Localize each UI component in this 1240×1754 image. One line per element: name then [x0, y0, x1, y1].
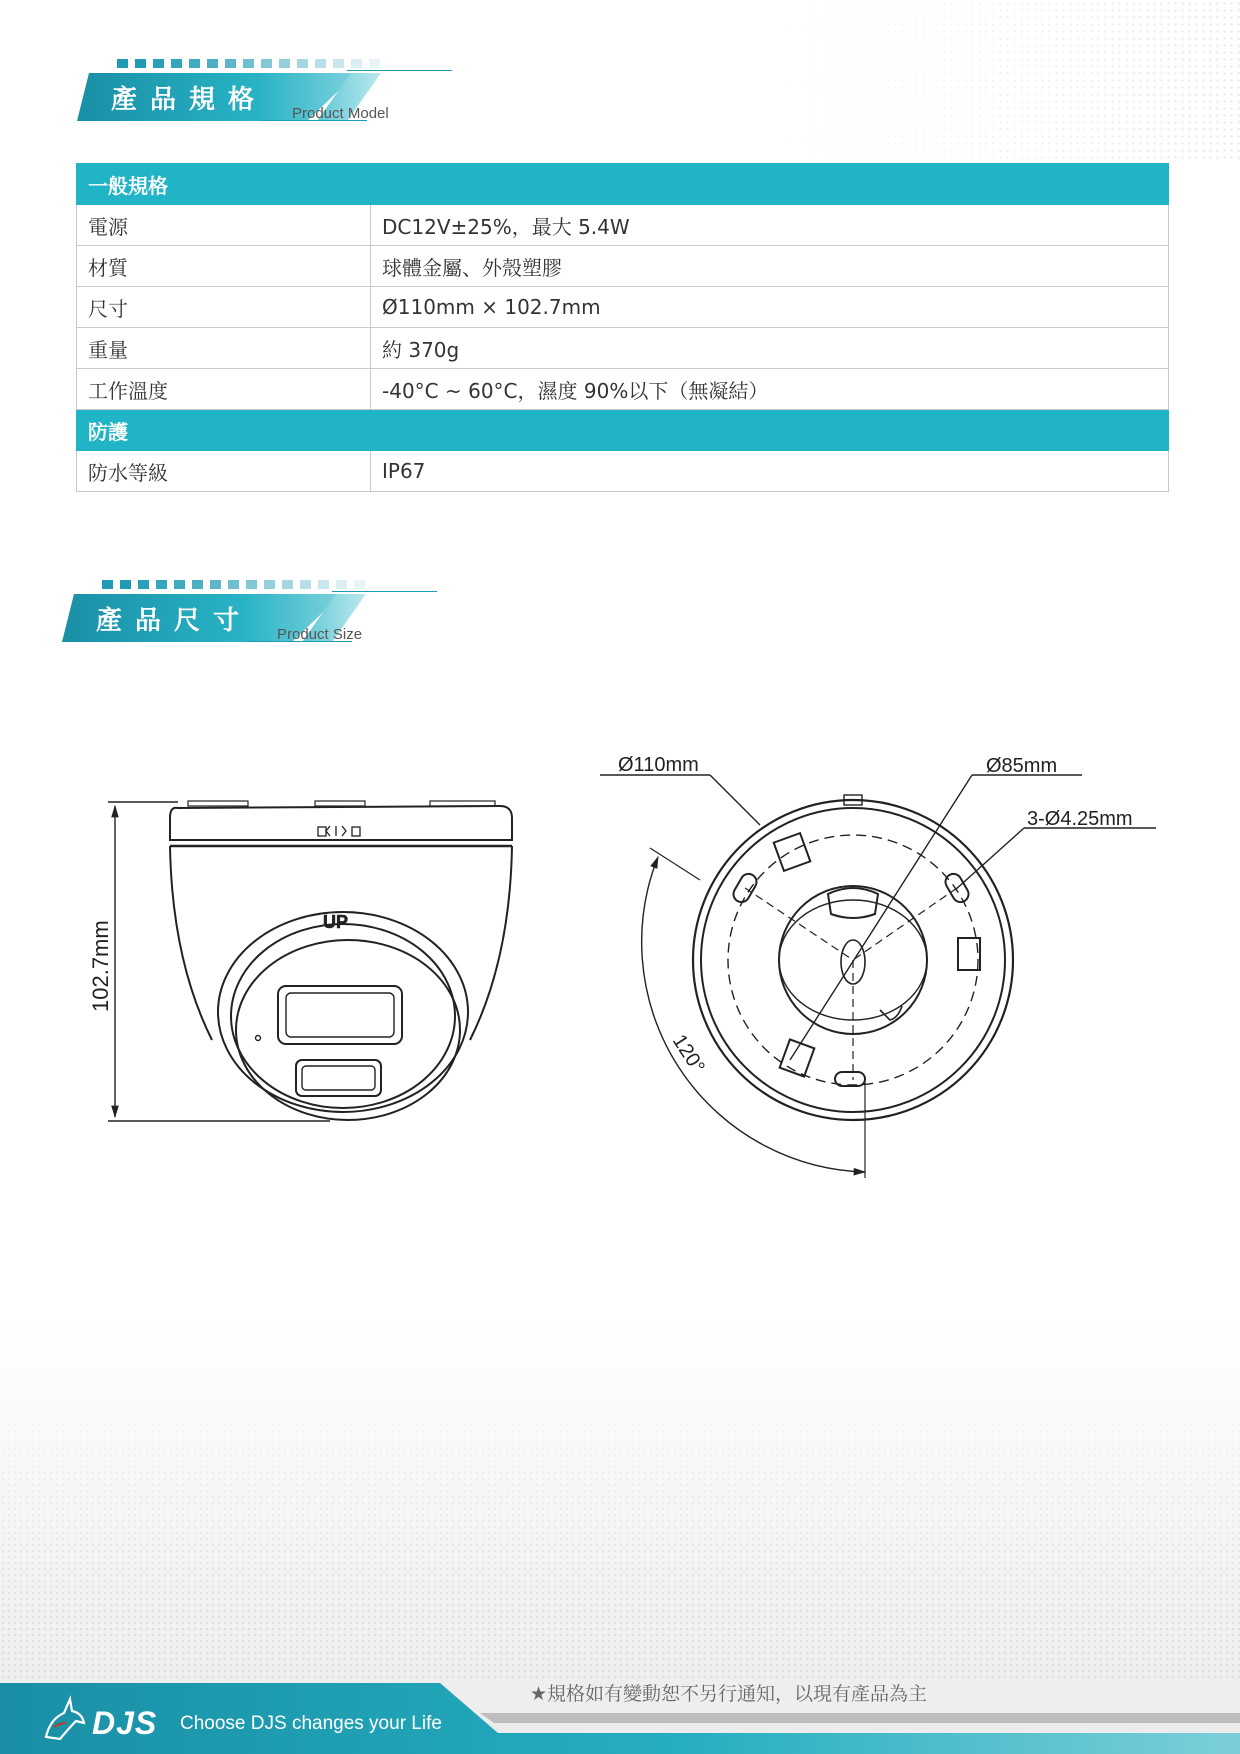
spec-value: 約 370g: [371, 328, 1169, 369]
section-title: 產品規格: [111, 85, 268, 115]
hole-dimension-label: 3-Ø4.25mm: [1027, 808, 1133, 830]
spec-key: 重量: [77, 328, 371, 369]
footer-grey-stripe: [480, 1713, 1240, 1723]
spec-key: 防水等級: [77, 451, 371, 492]
spec-value: DC12V±25%，最大 5.4W: [371, 205, 1169, 246]
background-dot-wave-bottom: [0, 1380, 1240, 1680]
brand-logo: DJS: [92, 1705, 158, 1741]
spec-key: 尺寸: [77, 287, 371, 328]
diameter-dimension-label: Ø110mm: [618, 754, 699, 776]
unicorn-logo-icon: [40, 1693, 90, 1743]
section-title: 產品尺寸: [96, 606, 253, 636]
spec-key: 工作溫度: [77, 369, 371, 410]
footer: [0, 1683, 1240, 1754]
up-mark: UP: [323, 912, 349, 932]
spec-value: -40°C ~ 60°C，濕度 90%以下（無凝結）: [371, 369, 1169, 410]
group-label: 一般規格: [77, 164, 1169, 205]
spec-key: 電源: [77, 205, 371, 246]
angle-dimension-label: 120°: [667, 1030, 709, 1078]
disclaimer-note: ★規格如有變動恕不另行通知，以現有產品為主: [530, 1683, 928, 1705]
brand-tagline: Choose DJS changes your Life: [180, 1713, 442, 1734]
inner-diameter-dimension-label: Ø85mm: [986, 755, 1058, 777]
bottom-view-drawing: [600, 775, 1156, 1178]
section-subtitle: Product Size: [277, 626, 363, 643]
section-subtitle: Product Model: [292, 105, 389, 122]
spec-value: Ø110mm × 102.7mm: [371, 287, 1169, 328]
spec-value: 球體金屬、外殼塑膠: [371, 246, 1169, 287]
side-view-drawing: [108, 801, 512, 1121]
spec-key: 材質: [77, 246, 371, 287]
height-dimension-label: 102.7mm: [88, 920, 113, 1012]
group-label: 防護: [77, 410, 1169, 451]
spec-value: IP67: [371, 451, 1169, 492]
